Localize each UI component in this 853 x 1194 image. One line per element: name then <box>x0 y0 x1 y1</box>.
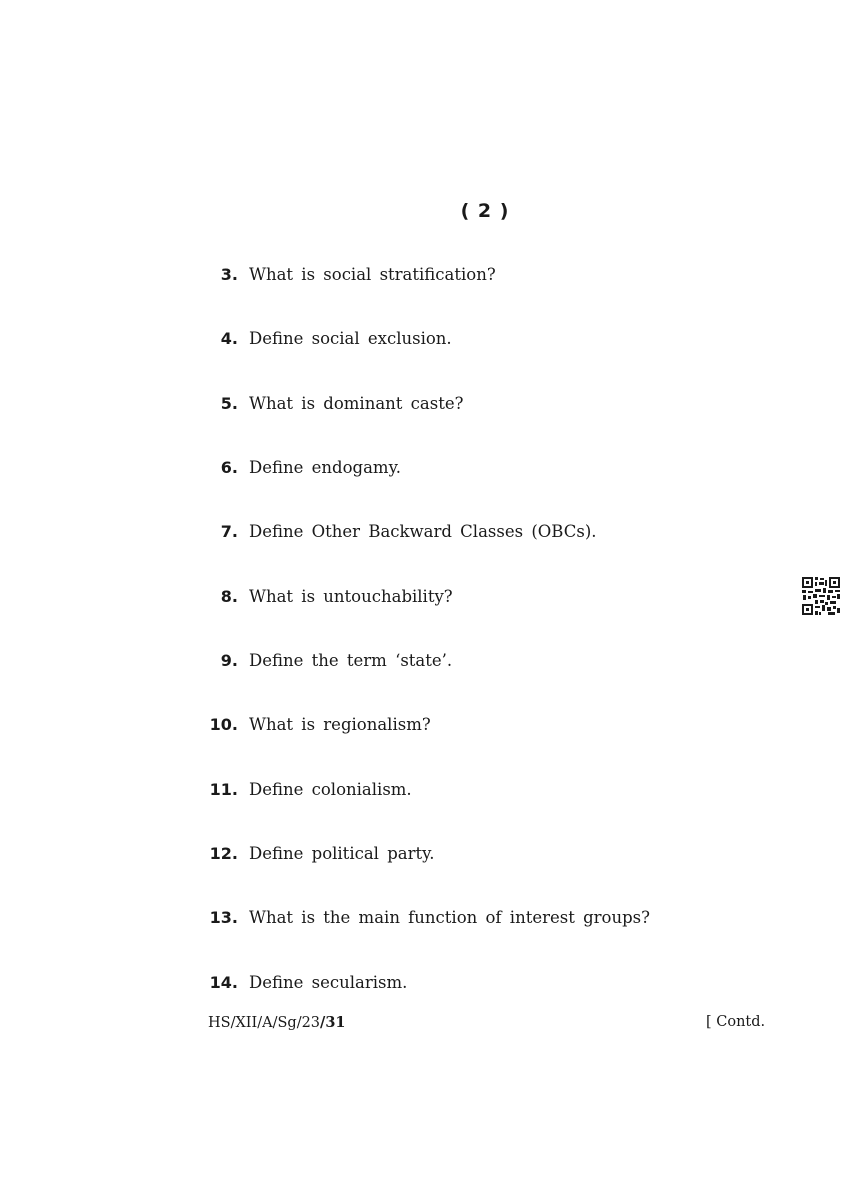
question-text: What is dominant caste? <box>249 394 464 413</box>
question-6 <box>200 458 760 478</box>
question-3 <box>200 265 760 285</box>
question-12 <box>200 844 760 864</box>
question-11 <box>200 780 760 800</box>
question-number: 4. <box>220 329 238 348</box>
question-13 <box>200 908 760 928</box>
paper-code-suffix: /31 <box>320 1014 346 1031</box>
question-number: 11. <box>209 780 238 799</box>
question-4 <box>200 329 760 349</box>
question-number: 8. <box>220 587 238 606</box>
question-number: 12. <box>209 844 238 863</box>
question-number: 7. <box>220 522 238 541</box>
page-number: ( 2 ) <box>460 200 510 222</box>
question-text: Define Other Backward Classes (OBCs). <box>249 522 597 541</box>
question-text: What is regionalism? <box>249 715 431 734</box>
question-number: 10. <box>209 715 238 734</box>
question-9 <box>200 651 760 671</box>
question-number: 5. <box>220 394 238 413</box>
question-text: Define the term ‘state’. <box>249 651 453 670</box>
question-text: What is social stratification? <box>249 265 496 284</box>
qr-code-icon <box>801 576 841 616</box>
question-text: Define political party. <box>249 844 435 863</box>
paper-code-prefix: HS/XII/A/Sg/23 <box>208 1015 321 1031</box>
question-number: 6. <box>220 458 238 477</box>
question-7 <box>200 522 760 542</box>
question-number: 14. <box>209 973 238 992</box>
question-text: What is the main function of interest groups? <box>249 908 650 927</box>
question-number: 13. <box>209 908 238 927</box>
question-text: Define secularism. <box>249 973 408 992</box>
question-number: 3. <box>220 265 238 284</box>
question-8 <box>200 587 760 607</box>
question-14 <box>200 973 760 993</box>
question-text: Define colonialism. <box>249 780 412 799</box>
question-10 <box>200 715 760 735</box>
question-5 <box>200 394 760 414</box>
question-number: 9. <box>220 651 238 670</box>
contd-label: [ Contd. <box>706 1014 766 1030</box>
paper-code <box>208 1014 346 1031</box>
question-text: Define endogamy. <box>249 458 401 477</box>
question-text: What is untouchability? <box>249 587 453 606</box>
question-text: Define social exclusion. <box>249 329 452 348</box>
